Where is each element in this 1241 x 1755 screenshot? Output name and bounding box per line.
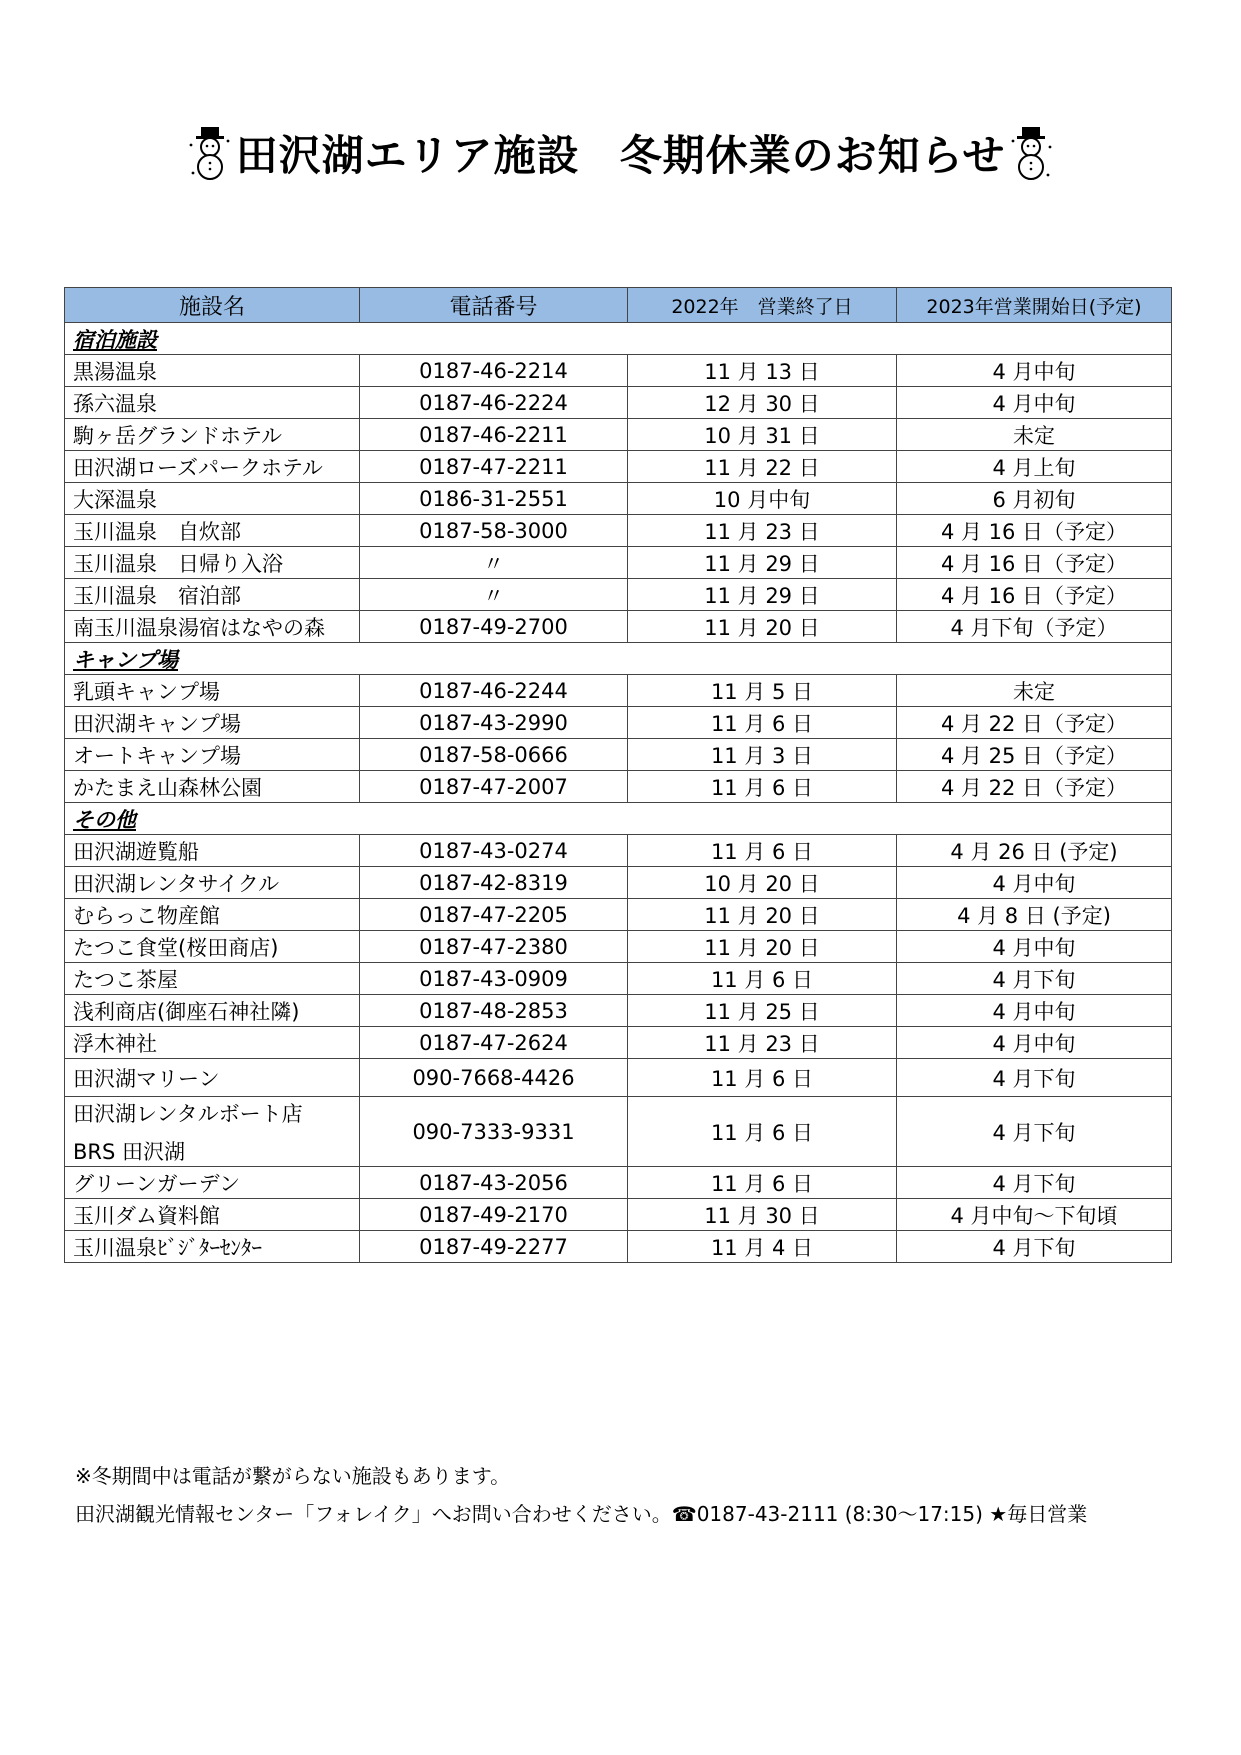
facility-name: かたまえ山森林公園 [65, 771, 360, 803]
table-body [65, 323, 1172, 1263]
table-row [65, 1027, 1172, 1059]
header-end-date: 2022年 営業終了日 [628, 288, 897, 323]
table-row [65, 1097, 1172, 1167]
closing-date: 11 月 25 日 [628, 995, 897, 1027]
footer-contact: 田沢湖観光情報センター「フォレイク」へお問い合わせください。☎0187-43-2111 (8:30～17:15) ★毎日営業 [75, 1502, 1088, 1526]
table-row [65, 483, 1172, 515]
facility-name: 玉川温泉 宿泊部 [65, 579, 360, 611]
facility-name: 玉川温泉 日帰り入浴 [65, 547, 360, 579]
phone-number: 090-7668-4426 [360, 1059, 628, 1097]
opening-date: 4 月下旬 [897, 1097, 1172, 1167]
closing-date: 11 月 22 日 [628, 451, 897, 483]
page-title [0, 118, 1241, 188]
phone-number: 0187-47-2205 [360, 899, 628, 931]
facility-name: 田沢湖遊覧船 [65, 835, 360, 867]
opening-date: 4 月下旬 [897, 1059, 1172, 1097]
phone-number: 〃 [360, 547, 628, 579]
opening-date: 未定 [897, 675, 1172, 707]
opening-date: 4 月 22 日（予定） [897, 707, 1172, 739]
phone-number: 0187-43-2990 [360, 707, 628, 739]
phone-number: 090-7333-9331 [360, 1097, 628, 1167]
phone-number: 0187-43-0274 [360, 835, 628, 867]
opening-date: 4 月中旬 [897, 931, 1172, 963]
closing-date: 11 月 20 日 [628, 931, 897, 963]
facility-name: 南玉川温泉湯宿はなやの森 [65, 611, 360, 643]
closing-date: 11 月 20 日 [628, 899, 897, 931]
phone-number: 0187-58-0666 [360, 739, 628, 771]
facility-name: 浮木神社 [65, 1027, 360, 1059]
facility-name: 浅利商店(御座石神社隣) [65, 995, 360, 1027]
phone-number: 0187-47-2380 [360, 931, 628, 963]
facility-name: 玉川温泉ﾋﾞｼﾞﾀｰｾﾝﾀｰ [65, 1231, 360, 1263]
closing-date: 11 月 6 日 [628, 963, 897, 995]
table-row [65, 899, 1172, 931]
phone-number: 0186-31-2551 [360, 483, 628, 515]
table-row [65, 931, 1172, 963]
opening-date: 4 月 22 日（予定） [897, 771, 1172, 803]
facility-name: 孫六温泉 [65, 387, 360, 419]
facility-name: グリーンガーデン [65, 1167, 360, 1199]
opening-date: 4 月上旬 [897, 451, 1172, 483]
phone-number: 0187-46-2211 [360, 419, 628, 451]
opening-date: 4 月 16 日（予定） [897, 515, 1172, 547]
section-row-camping [65, 643, 1172, 675]
snowman-icon [1009, 125, 1053, 181]
closing-date: 11 月 29 日 [628, 547, 897, 579]
facility-name: 駒ヶ岳グランドホテル [65, 419, 360, 451]
closing-date: 11 月 29 日 [628, 579, 897, 611]
table-row [65, 547, 1172, 579]
closing-date: 10 月 31 日 [628, 419, 897, 451]
opening-date: 4 月中旬～下旬頃 [897, 1199, 1172, 1231]
facilities-table [64, 287, 1172, 1263]
closing-date: 11 月 30 日 [628, 1199, 897, 1231]
phone-number: 0187-46-2224 [360, 387, 628, 419]
table-row [65, 579, 1172, 611]
facility-name: たつこ食堂(桜田商店) [65, 931, 360, 963]
opening-date: 4 月中旬 [897, 387, 1172, 419]
facility-name: 乳頭キャンプ場 [65, 675, 360, 707]
opening-date: 4 月中旬 [897, 995, 1172, 1027]
table-row [65, 611, 1172, 643]
closing-date: 11 月 5 日 [628, 675, 897, 707]
table-row [65, 963, 1172, 995]
phone-number: 0187-49-2277 [360, 1231, 628, 1263]
closing-date: 11 月 6 日 [628, 1097, 897, 1167]
opening-date: 4 月 16 日（予定） [897, 579, 1172, 611]
table-row [65, 419, 1172, 451]
phone-number: 0187-47-2211 [360, 451, 628, 483]
table-row [65, 771, 1172, 803]
closing-date: 11 月 23 日 [628, 1027, 897, 1059]
closing-date: 11 月 13 日 [628, 355, 897, 387]
table-row [65, 867, 1172, 899]
opening-date: 4 月 8 日 (予定) [897, 899, 1172, 931]
opening-date: 未定 [897, 419, 1172, 451]
closing-date: 10 月中旬 [628, 483, 897, 515]
phone-number: 0187-49-2170 [360, 1199, 628, 1231]
title-part2: 冬期休業のお知らせ [619, 131, 1006, 180]
opening-date: 4 月中旬 [897, 355, 1172, 387]
facility-name: 黒湯温泉 [65, 355, 360, 387]
header-phone: 電話番号 [360, 288, 628, 323]
phone-number: 〃 [360, 579, 628, 611]
table-row [65, 355, 1172, 387]
phone-number: 0187-49-2700 [360, 611, 628, 643]
section-row-accommodation [65, 323, 1172, 355]
phone-number: 0187-58-3000 [360, 515, 628, 547]
opening-date: 4 月下旬 [897, 1231, 1172, 1263]
closing-date: 11 月 3 日 [628, 739, 897, 771]
table-row [65, 707, 1172, 739]
phone-number: 0187-46-2244 [360, 675, 628, 707]
table-row [65, 995, 1172, 1027]
phone-number: 0187-43-2056 [360, 1167, 628, 1199]
closing-date: 11 月 6 日 [628, 1167, 897, 1199]
facility-name: 田沢湖キャンプ場 [65, 707, 360, 739]
closing-date: 11 月 6 日 [628, 707, 897, 739]
section-label: その他 [65, 803, 1172, 835]
facility-name: 大深温泉 [65, 483, 360, 515]
opening-date: 6 月初旬 [897, 483, 1172, 515]
opening-date: 4 月下旬 [897, 963, 1172, 995]
phone-number: 0187-48-2853 [360, 995, 628, 1027]
header-name: 施設名 [65, 288, 360, 323]
section-label: 宿泊施設 [65, 323, 1172, 355]
table-row [65, 739, 1172, 771]
facility-name: 田沢湖ローズパークホテル [65, 451, 360, 483]
phone-number: 0187-47-2624 [360, 1027, 628, 1059]
facility-name-line1: 田沢湖レンタルボート店 [73, 1101, 303, 1126]
closing-date: 11 月 4 日 [628, 1231, 897, 1263]
table-row [65, 675, 1172, 707]
section-row-other [65, 803, 1172, 835]
phone-number: 0187-46-2214 [360, 355, 628, 387]
snowman-icon [188, 125, 232, 181]
closing-date: 11 月 6 日 [628, 835, 897, 867]
table-row [65, 1199, 1172, 1231]
header-start-date: 2023年営業開始日(予定) [897, 288, 1172, 323]
facility-name-line2: BRS 田沢湖 [73, 1139, 186, 1164]
facility-name: 田沢湖マリーン [65, 1059, 360, 1097]
closing-date: 11 月 6 日 [628, 1059, 897, 1097]
section-label: キャンプ場 [65, 643, 1172, 675]
table-row [65, 1167, 1172, 1199]
facility-name: むらっこ物産館 [65, 899, 360, 931]
closing-date: 12 月 30 日 [628, 387, 897, 419]
table-row [65, 451, 1172, 483]
facility-name: 田沢湖レンタサイクル [65, 867, 360, 899]
table-row [65, 515, 1172, 547]
closing-date: 10 月 20 日 [628, 867, 897, 899]
opening-date: 4 月下旬 [897, 1167, 1172, 1199]
opening-date: 4 月中旬 [897, 1027, 1172, 1059]
phone-number: 0187-43-0909 [360, 963, 628, 995]
closing-date: 11 月 20 日 [628, 611, 897, 643]
phone-number: 0187-47-2007 [360, 771, 628, 803]
opening-date: 4 月 26 日 (予定) [897, 835, 1172, 867]
closing-date: 11 月 6 日 [628, 771, 897, 803]
facility-name: 玉川ダム資料館 [65, 1199, 360, 1231]
table-row [65, 1231, 1172, 1263]
table-row [65, 835, 1172, 867]
phone-number: 0187-42-8319 [360, 867, 628, 899]
facility-name: オートキャンプ場 [65, 739, 360, 771]
table-row [65, 1059, 1172, 1097]
opening-date: 4 月中旬 [897, 867, 1172, 899]
opening-date: 4 月下旬（予定） [897, 611, 1172, 643]
closing-date: 11 月 23 日 [628, 515, 897, 547]
table-header-row [65, 288, 1172, 323]
facility-name: たつこ茶屋 [65, 963, 360, 995]
opening-date: 4 月 25 日（予定） [897, 739, 1172, 771]
table-row [65, 387, 1172, 419]
facility-name [65, 1097, 360, 1167]
opening-date: 4 月 16 日（予定） [897, 547, 1172, 579]
title-part1: 田沢湖エリア施設 [235, 131, 580, 180]
facility-name: 玉川温泉 自炊部 [65, 515, 360, 547]
footer-note: ※冬期間中は電話が繋がらない施設もあります。 [75, 1464, 511, 1488]
